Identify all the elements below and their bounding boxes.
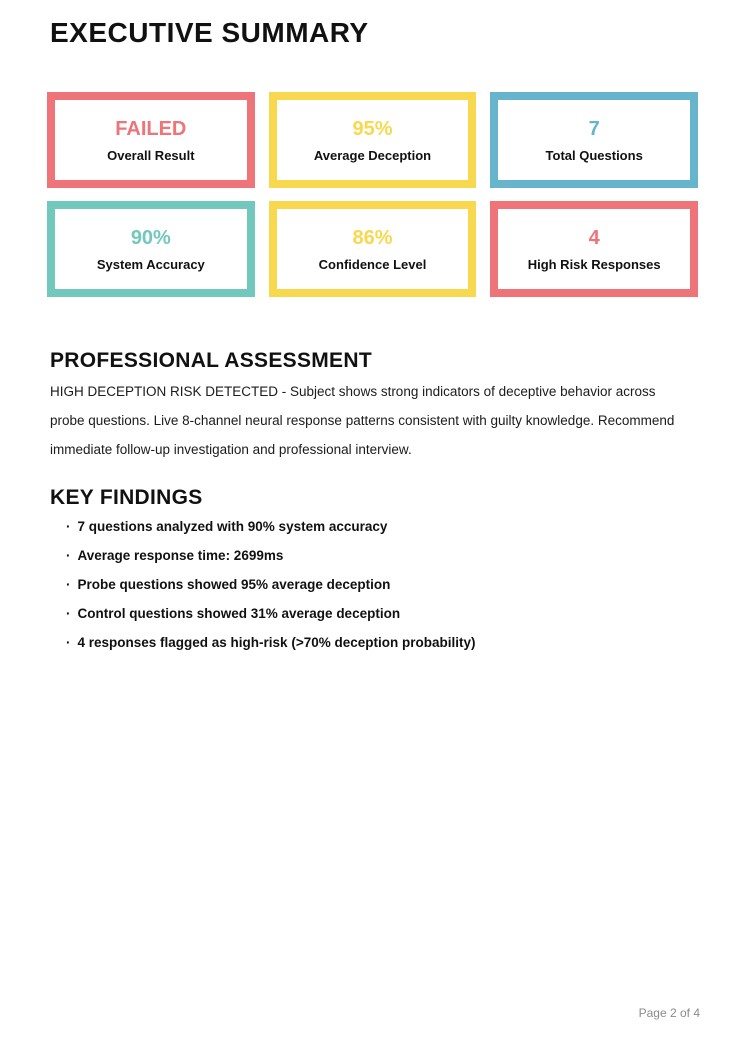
bullet-dot: · [66,606,71,621]
finding-item [66,512,475,541]
stat-card-confidence-level [269,201,477,297]
finding-item [66,599,475,628]
stat-value: 86% [352,226,393,249]
finding-text: 4 responses flagged as high-risk (>70% deception probability) [77,635,476,650]
finding-text: Average response time: 2699ms [77,548,284,563]
stat-value: 90% [130,226,171,249]
finding-item [66,541,475,570]
page-title: EXECUTIVE SUMMARY [50,17,369,48]
stat-label: High Risk Responses [527,256,661,272]
assessment-body-text: HIGH DECEPTION RISK DETECTED - Subject shows strong indicators of deceptive behavior across probe questions. Live 8-channel neural response patterns consistent with guilty knowledge. Recommend immediate follow-up investigation and professional interview. [50,384,675,457]
stat-value: 95% [352,117,393,140]
stat-value: FAILED [115,117,187,140]
assessment-section-heading: PROFESSIONAL ASSESSMENT [50,349,372,372]
bullet-dot: · [66,519,71,534]
bullet-dot: · [66,548,71,563]
stat-label: Average Deception [313,147,432,163]
stat-label: System Accuracy [96,256,205,272]
bullet-dot: · [66,577,71,592]
findings-section-heading: KEY FINDINGS [50,486,203,509]
finding-item [66,570,475,599]
stat-cards-grid [47,92,698,297]
stat-card-average-deception [269,92,477,188]
stat-label: Confidence Level [318,256,427,272]
findings-list [66,512,475,657]
finding-text: Probe questions showed 95% average deception [77,577,391,592]
stat-label: Overall Result [107,147,195,163]
stat-value: 7 [588,117,600,140]
page-number: Page 2 of 4 [638,1006,700,1020]
finding-text: 7 questions analyzed with 90% system accuracy [77,519,388,534]
bullet-dot: · [66,635,71,650]
finding-item [66,628,475,657]
stat-card-high-risk-responses [490,201,698,297]
stat-card-system-accuracy [47,201,255,297]
finding-text: Control questions showed 31% average deception [77,606,401,621]
stat-value: 4 [588,226,600,249]
stat-label: Total Questions [545,147,643,163]
stat-card-total-questions [490,92,698,188]
stat-card-overall-result [47,92,255,188]
